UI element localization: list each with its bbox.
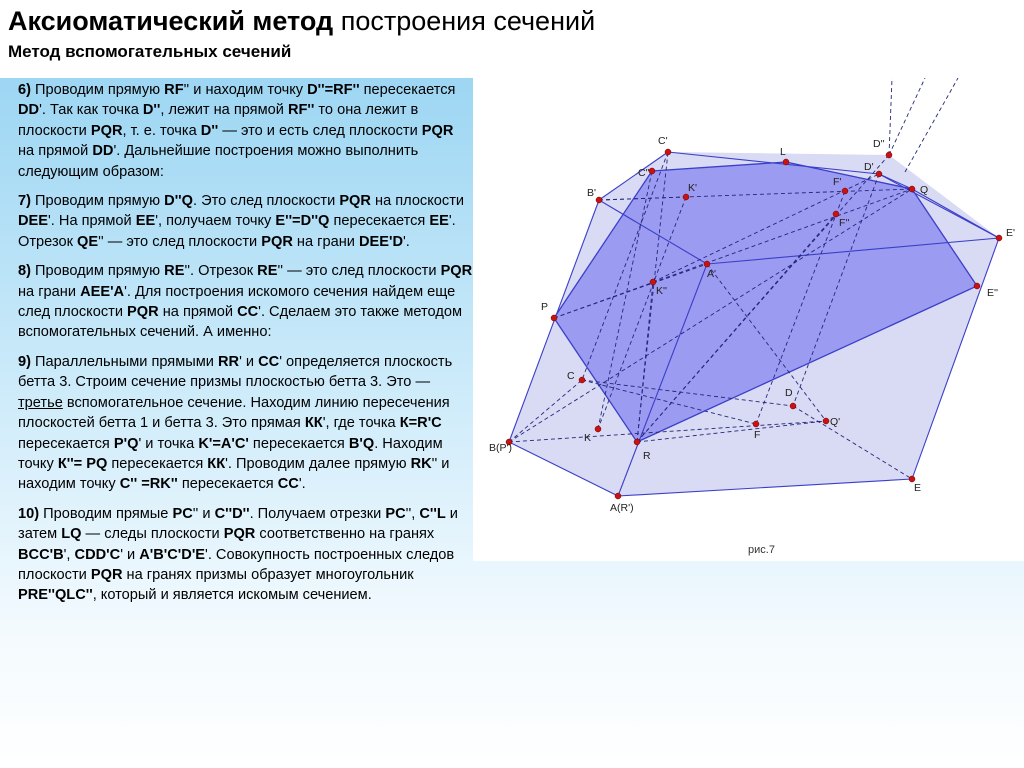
point-B1 [596,197,602,203]
point-D [790,403,796,409]
point-E2 [974,283,980,289]
text-run: ' и [120,546,140,563]
text-run: PQR [339,193,371,210]
text-run: '. Так как точка [39,102,143,119]
text-run: '. Совокупность построенных следов плоскости [18,546,455,583]
point-F1 [842,188,848,194]
text-run: КК [207,455,226,472]
page-title-rest: построения сечений [333,6,596,36]
label-K2: K'' [656,285,668,297]
text-run: пересекается [177,476,278,493]
text-run: на грани [292,233,359,250]
text-run: PQR [223,526,256,543]
text-run: RE [164,263,185,280]
text-run: пересекается [107,455,208,472]
text-run: на плоскости [370,193,465,210]
text-run: DEE'D [358,233,404,250]
text-run: Проводим прямую [30,193,165,210]
extension-line [889,78,892,155]
text-run: PQR [90,566,123,583]
label-E: E [914,482,922,494]
text-run: , который и является искомым сечением. [92,587,372,604]
text-run: AEE'A [80,283,125,300]
point-D2 [886,152,892,158]
text-run: '. [403,233,410,250]
text-run: '. [298,476,306,493]
label-BP: B(P') [489,442,513,454]
header [8,6,1008,62]
text-run: на грани [18,283,81,300]
text-run: EE [429,213,449,230]
text-run: RF [164,82,184,98]
point-C2 [649,168,655,174]
text-run: пересекается [18,435,114,452]
label-K: K [584,432,592,444]
text-run: PQR [127,304,159,321]
point-D1 [876,171,882,177]
label-C2: C'' [638,167,650,179]
figure-panel [473,78,1024,561]
text-run: K'=A'C' [198,435,249,452]
text-run: вспомогательное сечение. Находим линию пересечения плоскостей бетта 1 и бетта 3. Это прямая [18,394,450,432]
text-run: '' — это след плоскости [98,233,262,250]
text-run: ' определяется плоскость бетта 3. Строим сечение призмы плоскостью бетта 3. Это — [18,353,453,391]
page-title-bold: Аксиоматический метод [8,6,334,36]
label-E2: E'' [987,287,999,299]
text-run: 6) [18,82,31,98]
text-run: '. Проводим далее прямую [225,455,411,472]
text-run: D'' [200,122,219,139]
label-AR: A(R') [610,502,634,514]
text-run: PQR [440,263,473,280]
text-run: C''D'' [214,505,250,522]
text-run: DEE [18,213,49,230]
text-run: C''L [419,505,446,522]
label-F2: F'' [839,217,850,229]
text-run: DD [18,102,40,119]
paragraph-step-8 [18,261,473,343]
text-run: '', [405,505,420,522]
text-run: ' и точка [138,435,199,452]
text-run: пересекается [359,82,456,98]
text-run: PC [385,505,406,522]
point-Q1 [823,418,829,424]
text-run: на гранях призмы образует многоугольник [122,566,414,583]
text-run: . Получаем отрезки [249,505,386,522]
label-C: C [567,370,575,382]
point-Q [909,186,915,192]
text-run: '. Для построения искомого сечения найдем еще след плоскости [18,283,456,321]
text-run: '. Дальнейшие построения можно выполнить следующим образом: [18,143,419,180]
text-run: Проводим прямые [39,505,173,522]
text-run: D''Q [164,193,193,210]
text-run: КК [304,415,323,432]
label-L: L [780,146,786,158]
paragraph-step-9 [18,352,473,495]
text-run: соответственно на гранях [255,526,435,543]
text-run: , лежит на прямой [160,102,288,119]
paragraph-step-7 [18,191,473,252]
text-run: CC [237,304,259,321]
text-run: . Это след плоскости [193,193,340,210]
text-run: 9) [18,353,31,370]
text-run: третье [18,394,63,411]
label-K1: K' [688,182,698,194]
text-run: RK [410,455,432,472]
extension-line [905,78,958,172]
text-run: — следы плоскости [81,526,224,543]
text-run: PQR [421,122,454,139]
text-run: 10) [18,505,40,522]
text-run: на прямой [158,304,238,321]
text-run: RR [217,353,240,370]
text-run: на прямой [18,143,93,160]
extension-line [889,78,925,155]
text-run: P'Q [113,435,139,452]
text-run: LQ [61,526,82,543]
text-run: CC [277,476,299,493]
point-C1 [665,149,671,155]
point-K [595,426,601,432]
label-D2: D'' [873,138,885,150]
page-title [8,6,1008,36]
text-run: E''=D''Q [275,213,330,230]
text-run: '' и находим точку [18,455,450,493]
text-run: D''=RF'' [307,82,360,98]
text-run: то она лежит в плоскости [18,102,419,139]
page-subtitle: Метод вспомогательных сечений [8,42,292,61]
text-run: A'B'C'D'E [139,546,206,563]
point-F [753,421,759,427]
label-R: R [643,450,651,462]
label-Q: Q [920,184,929,196]
text-run: — это и есть след плоскости [218,122,422,139]
text-run: пересекается [329,213,430,230]
label-D1: D' [864,161,874,173]
label-P: P [541,301,549,313]
text-run: '' — это след плоскости [277,263,441,280]
text-run: CDD'C [74,546,121,563]
text-run: и затем [18,505,458,543]
text-run: '. Сделаем это также методом вспомогательных сечений. А именно: [18,304,462,341]
text-run: Проводим прямую [30,82,165,98]
point-R [634,439,640,445]
label-F1: F' [833,176,842,188]
text-run: PC [172,505,193,522]
figure-caption: рис.7 [748,544,775,556]
text-run: RF'' [287,102,315,119]
label-B1: B' [587,187,597,199]
text-run: 8) [18,263,31,280]
text-run: ', [63,546,75,563]
text-run: ', где точка [322,415,400,432]
text-run: , т. е. точка [122,122,201,139]
text-run: PQR [90,122,123,139]
text-run: EE [135,213,156,230]
text-run: PQR [261,233,293,250]
point-K1 [683,194,689,200]
text-run: Проводим прямую [30,263,165,280]
label-E1: E' [1006,227,1016,239]
text-run: К''= PQ [57,455,108,472]
label-C1: C' [658,135,668,147]
point-A1 [704,261,710,267]
text-run: ''. Отрезок [184,263,258,280]
point-L [783,159,789,165]
point-E1 [996,235,1002,241]
text-run: PRE''QLC'' [18,587,93,604]
text-run: D'' [142,102,161,119]
label-A1: A' [707,268,717,280]
point-P [551,315,557,321]
paragraph-step-10 [18,504,473,606]
text-column [18,80,473,615]
label-D: D [785,387,793,399]
text-run: К=R'C [399,415,442,432]
text-run: BCC'B [18,546,64,563]
text-run: RE [257,263,278,280]
text-run: ', получаем точку [155,213,276,230]
text-run: Параллельными прямыми [30,353,218,370]
text-run: ' и [239,353,259,370]
point-AR [615,493,621,499]
text-run: . Находим точку [18,435,443,472]
point-C [579,377,585,383]
prism-diagram [473,78,1024,561]
text-run: QE [77,233,99,250]
text-run: '' и [192,505,215,522]
text-run: C'' =RK'' [119,476,178,493]
text-run: пересекается [248,435,349,452]
text-run: B'Q [348,435,375,452]
label-Q1: Q' [830,416,841,428]
label-F: F [754,429,761,441]
text-run: 7) [18,193,31,210]
paragraph-step-6 [18,80,473,182]
text-run: CC [258,353,280,370]
text-run: '' и находим точку [183,82,308,98]
text-run: '. Отрезок [18,213,456,250]
text-run: '. На прямой [48,213,136,230]
text-run: DD [92,143,114,160]
